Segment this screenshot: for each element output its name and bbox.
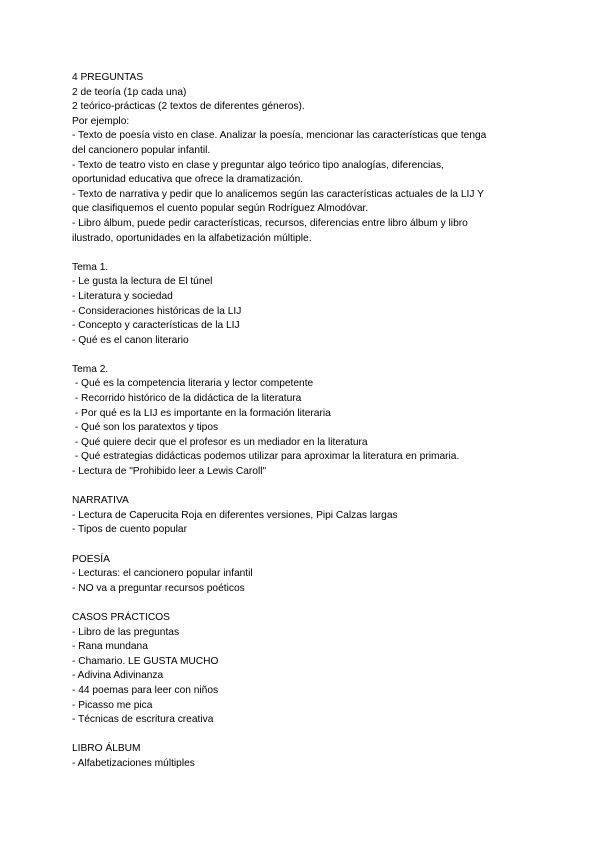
list-item: - Qué es el canon literario <box>72 334 189 346</box>
section-heading: Tema 1. <box>72 261 109 273</box>
example-item: - Texto de poesía visto en clase. Analizar la poesía, mencionar las características que tenga <box>72 130 487 142</box>
list-item: - Lectura de "Prohibido leer a Lewis Caroll" <box>72 466 267 478</box>
spacer <box>72 246 572 261</box>
list-item: - Lectura de Caperucita Roja en diferentes versiones, Pipi Calzas largas <box>72 509 398 521</box>
intro-title: 4 PREGUNTAS <box>72 72 144 83</box>
example-item-cont: ilustrado, oportunidades en la alfabetización múltiple. <box>72 232 312 244</box>
spacer <box>72 728 572 743</box>
list-item: - NO va a preguntar recursos poéticos <box>72 582 245 594</box>
list-item: - Chamario. LE GUSTA MUCHO <box>72 655 219 667</box>
list-item: - Concepto y características de la LIJ <box>72 320 240 332</box>
intro-section <box>72 71 572 246</box>
intro-practical: 2 teórico-prácticas (2 textos de diferentes géneros). <box>72 101 305 113</box>
section-heading: NARRATIVA <box>72 495 129 507</box>
narrativa-section <box>72 494 572 538</box>
list-item: - Técnicas de escritura creativa <box>72 714 214 726</box>
list-item: - Adivina Adivinanza <box>72 670 164 682</box>
intro-example-label: Por ejemplo: <box>72 115 130 127</box>
list-item: - Rana mundana <box>72 641 148 653</box>
section-heading: Tema 2. <box>72 363 109 375</box>
list-item: - Le gusta la lectura de El túnel <box>72 276 213 288</box>
spacer <box>72 348 572 363</box>
list-item: - Literatura y sociedad <box>72 290 173 302</box>
spacer <box>72 596 572 611</box>
casos-section <box>72 611 572 728</box>
poesia-section <box>72 553 572 597</box>
list-item: - Qué son los paratextos y tipos <box>72 422 219 434</box>
spacer <box>72 480 572 495</box>
section-heading: LIBRO ÁLBUM <box>72 743 141 755</box>
intro-theory: 2 de teoría (1p cada una) <box>72 86 187 98</box>
section-heading: POESÍA <box>72 553 110 565</box>
example-item: - Texto de teatro visto en clase y preguntar algo teórico tipo analogías, diferencias, <box>72 159 444 171</box>
list-item: - 44 poemas para leer con niños <box>72 684 219 696</box>
list-item: - Por qué es la LIJ es importante en la formación literaria <box>72 407 331 419</box>
example-item-cont: que clasifiquemos el cuento popular según Rodríguez Almodóvar. <box>72 203 369 215</box>
list-item: - Qué quiere decir que el profesor es un mediador en la literatura <box>72 436 368 448</box>
list-item: - Qué estrategias didácticas podemos utilizar para aproximar la literatura en primaria. <box>72 451 460 463</box>
list-item: - Picasso me pica <box>72 699 153 711</box>
document-page <box>72 71 572 772</box>
spacer <box>72 538 572 553</box>
list-item: - Recorrido histórico de la didáctica de la literatura <box>72 393 302 405</box>
list-item: - Consideraciones históricas de la LIJ <box>72 305 242 317</box>
example-item-cont: del cancionero popular infantil. <box>72 144 211 156</box>
album-section <box>72 742 572 771</box>
list-item: - Tipos de cuento popular <box>72 524 187 536</box>
list-item: - Qué es la competencia literaria y lector competente <box>72 378 314 390</box>
tema2-section <box>72 363 572 480</box>
example-item: - Libro álbum, puede pedir características, recursos, diferencias entre libro álbum y libro <box>72 217 468 229</box>
tema1-section <box>72 261 572 349</box>
example-item: - Texto de narrativa y pedir que lo analicemos según las características actuales de la LIJ Y <box>72 188 484 200</box>
list-item: - Alfabetizaciones múltiples <box>72 757 195 769</box>
list-item: - Lecturas: el cancionero popular infantil <box>72 568 253 580</box>
list-item: - Libro de las preguntas <box>72 626 180 638</box>
example-item-cont: oportunidad educativa que ofrece la dramatización. <box>72 174 304 186</box>
section-heading: CASOS PRÁCTICOS <box>72 611 170 623</box>
